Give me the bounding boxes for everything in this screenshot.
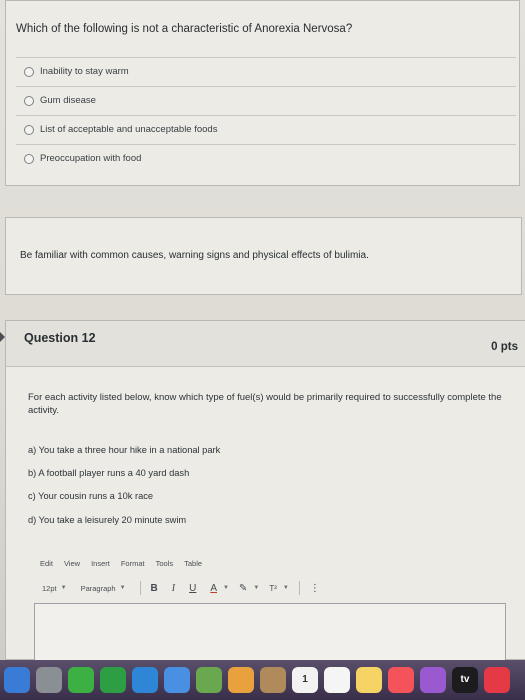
- answer-label: Inability to stay warm: [40, 66, 129, 77]
- safari-app-icon[interactable]: [132, 667, 158, 693]
- mail-app-icon[interactable]: [164, 667, 190, 693]
- italic-button[interactable]: I: [171, 582, 176, 594]
- answer-option[interactable]: [16, 144, 516, 172]
- photos-app-icon[interactable]: [228, 667, 254, 693]
- question-11-text: Which of the following is not a characteristic of Anorexia Nervosa?: [16, 23, 353, 35]
- radio-button[interactable]: [24, 154, 34, 164]
- font-size-select[interactable]: 12pt ▼: [42, 583, 67, 593]
- news-app-icon[interactable]: [484, 667, 510, 693]
- question-12-card: [5, 320, 525, 660]
- answer-label: List of acceptable and unacceptable foods: [40, 124, 218, 135]
- activity-item: d) You take a leisurely 20 minute swim: [28, 515, 187, 525]
- chevron-down-icon[interactable]: ▼: [223, 585, 229, 591]
- answer-label: Preoccupation with food: [40, 153, 142, 164]
- answer-option[interactable]: [16, 115, 516, 143]
- music-app-icon[interactable]: [388, 667, 414, 693]
- menu-tools[interactable]: Tools: [155, 559, 174, 568]
- chevron-down-icon: ▼: [119, 585, 126, 591]
- radio-button[interactable]: [24, 96, 34, 106]
- question-points: 0 pts: [491, 341, 518, 353]
- menu-table[interactable]: Table: [184, 559, 203, 568]
- question-11-card: [5, 0, 520, 186]
- chevron-down-icon[interactable]: ▼: [253, 585, 260, 591]
- underline-button[interactable]: U: [189, 582, 197, 594]
- block-format-select[interactable]: Paragraph ▼: [80, 583, 126, 593]
- question-title: Question 12: [24, 331, 96, 345]
- text-color-button[interactable]: A: [210, 582, 218, 594]
- calendar-app-icon[interactable]: [292, 667, 318, 693]
- launchpad-app-icon[interactable]: [36, 667, 62, 693]
- highlight-icon[interactable]: ✎: [238, 582, 248, 594]
- chevron-down-icon[interactable]: ▼: [282, 585, 289, 591]
- answer-option[interactable]: [16, 57, 516, 85]
- more-options-icon[interactable]: ⋮: [309, 582, 320, 594]
- toolbar-divider: [299, 581, 300, 595]
- tv-app-icon[interactable]: [452, 667, 478, 693]
- editor-menubar: [40, 559, 202, 568]
- macos-dock: [0, 660, 525, 700]
- answer-label: Gum disease: [40, 95, 96, 106]
- menu-view[interactable]: View: [63, 559, 81, 568]
- activity-item: b) A football player runs a 40 yard dash: [28, 468, 190, 478]
- menu-insert[interactable]: Insert: [91, 559, 110, 568]
- question-12-header: [6, 321, 525, 367]
- contacts-app-icon[interactable]: [260, 667, 286, 693]
- calendar-day-label: 1: [302, 674, 308, 685]
- answer-option[interactable]: [16, 86, 516, 114]
- answer-editor[interactable]: [34, 603, 506, 661]
- notes-app-icon[interactable]: [356, 667, 382, 693]
- tv-label: tv: [460, 674, 470, 685]
- menu-edit[interactable]: Edit: [40, 559, 53, 568]
- info-card: [5, 217, 522, 295]
- bold-button[interactable]: B: [150, 582, 158, 594]
- activity-item: a) You take a three hour hike in a national park: [28, 445, 221, 455]
- activity-item: c) Your cousin runs a 10k race: [28, 491, 154, 501]
- chevron-down-icon: ▼: [60, 585, 67, 591]
- editor-toolbar: [42, 581, 334, 595]
- radio-button[interactable]: [24, 67, 34, 77]
- facetime-app-icon[interactable]: [100, 667, 126, 693]
- menu-format[interactable]: Format: [120, 559, 145, 568]
- toolbar-divider: [140, 581, 141, 595]
- info-text: Be familiar with common causes, warning signs and physical effects of bulimia.: [20, 250, 369, 261]
- finder-app-icon[interactable]: [4, 667, 30, 693]
- reminders-app-icon[interactable]: [324, 667, 350, 693]
- maps-app-icon[interactable]: [196, 667, 222, 693]
- radio-button[interactable]: [24, 125, 34, 135]
- question-prompt: For each activity listed below, know which type of fuel(s) would be primarily required to successfully complete the activity.: [28, 392, 502, 416]
- messages-app-icon[interactable]: [68, 667, 94, 693]
- superscript-button[interactable]: T²: [269, 583, 277, 593]
- podcasts-app-icon[interactable]: [420, 667, 446, 693]
